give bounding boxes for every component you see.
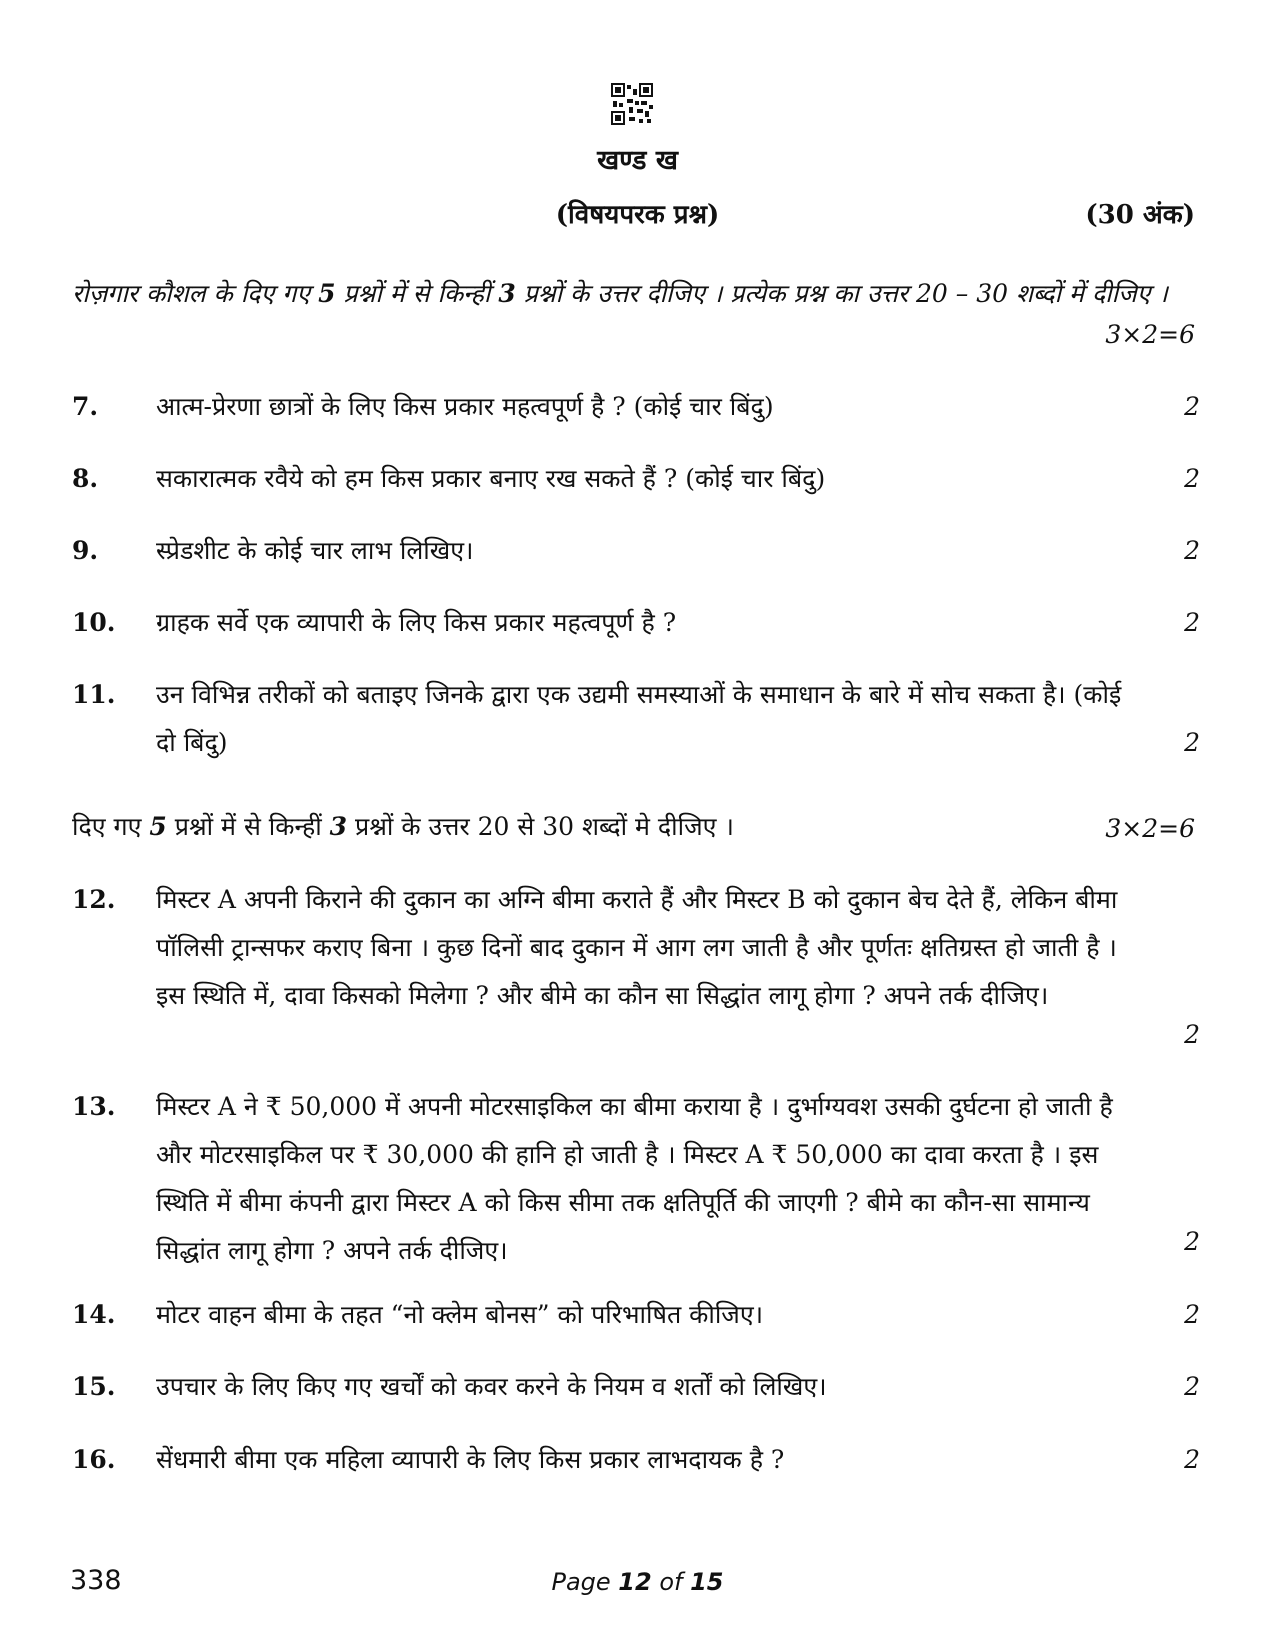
page-number: Page 12 of 15 <box>551 1568 724 1596</box>
question-number: 11. <box>72 680 116 709</box>
question-marks: 2 <box>1184 728 1200 757</box>
question-text: सेंधमारी बीमा एक महिला व्यापारी के लिए किस प्रकार लाभदायक है ? <box>156 1445 785 1474</box>
question-marks: 2 <box>1184 1445 1200 1474</box>
question-number: 13. <box>72 1092 116 1121</box>
question-marks: 2 <box>1184 1227 1200 1256</box>
question-marks: 2 <box>1184 1372 1200 1401</box>
paper-code: 338 <box>70 1565 122 1596</box>
instruction-general: दिए गए 5 प्रश्नों में से किन्हीं 3 प्रश्नों के उत्तर 20 से 30 शब्दों मे दीजिए । <box>72 812 734 841</box>
question-marks: 2 <box>1184 464 1200 493</box>
question-text: मिस्टर A ने ₹ 50,000 में अपनी मोटरसाइकिल का बीमा कराया है । दुर्भाग्यवश उसकी दुर्घटना हो जाती है और मोटरसाइकिल पर ₹ 30,000 की हानि हो जाती है । मिस्टर A ₹ 50,000 का दावा करता है । इस स्थिति में बीमा कंपनी द्वारा मिस्टर A को किस सीमा तक क्षतिपूर्ति की जाएगी ? बीमे का कौन-सा सामान्य सिद्धांत लागू होगा ? अपने तर्क दीजिए। <box>156 1092 1113 1265</box>
question-text: उन विभिन्न तरीकों को बताइए जिनके द्वारा एक उद्यमी समस्याओं के समाधान के बारे में सोच सकता है। (कोई दो बिंदु) <box>156 680 1122 757</box>
question-marks: 2 <box>1184 1300 1200 1329</box>
question-text: उपचार के लिए किए गए खर्चों को कवर करने के नियम व शर्तों को लिखिए। <box>156 1372 827 1401</box>
section-subtitle: (विषयपरक प्रश्न) <box>555 200 720 230</box>
question-number: 14. <box>72 1300 116 1329</box>
question-number: 9. <box>72 536 99 565</box>
instruction-employability: रोज़गार कौशल के दिए गए 5 प्रश्नों में से किन्हीं 3 प्रश्नों के उत्तर दीजिए । प्रत्येक प्रश्न का उत्तर 20 – 30 शब्दों में दीजिए । <box>72 279 1168 308</box>
question-number: 15. <box>72 1372 116 1401</box>
question-number: 8. <box>72 464 99 493</box>
question-number: 12. <box>72 885 116 914</box>
question-text: स्प्रेडशीट के कोई चार लाभ लिखिए। <box>156 536 474 565</box>
qr-code-icon <box>611 83 653 125</box>
instruction-employability-marks: 3×2=6 <box>1105 320 1195 349</box>
question-marks: 2 <box>1184 608 1200 637</box>
question-text: मोटर वाहन बीमा के तहत “नो क्लेम बोनस” को परिभाषित कीजिए। <box>156 1300 764 1329</box>
question-text: ग्राहक सर्वे एक व्यापारी के लिए किस प्रकार महत्वपूर्ण है ? <box>156 608 677 637</box>
section-title: खण्ड ख <box>597 145 678 176</box>
question-text: मिस्टर A अपनी किराने की दुकान का अग्नि बीमा कराते हैं और मिस्टर B को दुकान बेच देते हैं, लेकिन बीमा पॉलिसी ट्रान्सफर कराए बिना । कुछ दिनों बाद दुकान में आग लग जाती है और पूर्णतः क्षतिग्रस्त हो जाती है । इस स्थिति में, दावा किसको मिलेगा ? और बीमे का कौन सा सिद्धांत लागू होगा ? अपने तर्क दीजिए। <box>156 885 1118 1010</box>
question-number: 7. <box>72 392 99 421</box>
instruction-general-marks: 3×2=6 <box>1105 814 1195 843</box>
question-text: सकारात्मक रवैये को हम किस प्रकार बनाए रख सकते हैं ? (कोई चार बिंदु) <box>156 464 826 493</box>
question-marks: 2 <box>1184 392 1200 421</box>
section-total-marks: (30 अंक) <box>1085 200 1195 230</box>
question-text: आत्म-प्रेरणा छात्रों के लिए किस प्रकार महत्वपूर्ण है ? (कोई चार बिंदु) <box>156 392 774 421</box>
question-number: 10. <box>72 608 116 637</box>
question-marks: 2 <box>1184 1020 1200 1049</box>
question-number: 16. <box>72 1445 116 1474</box>
question-marks: 2 <box>1184 536 1200 565</box>
